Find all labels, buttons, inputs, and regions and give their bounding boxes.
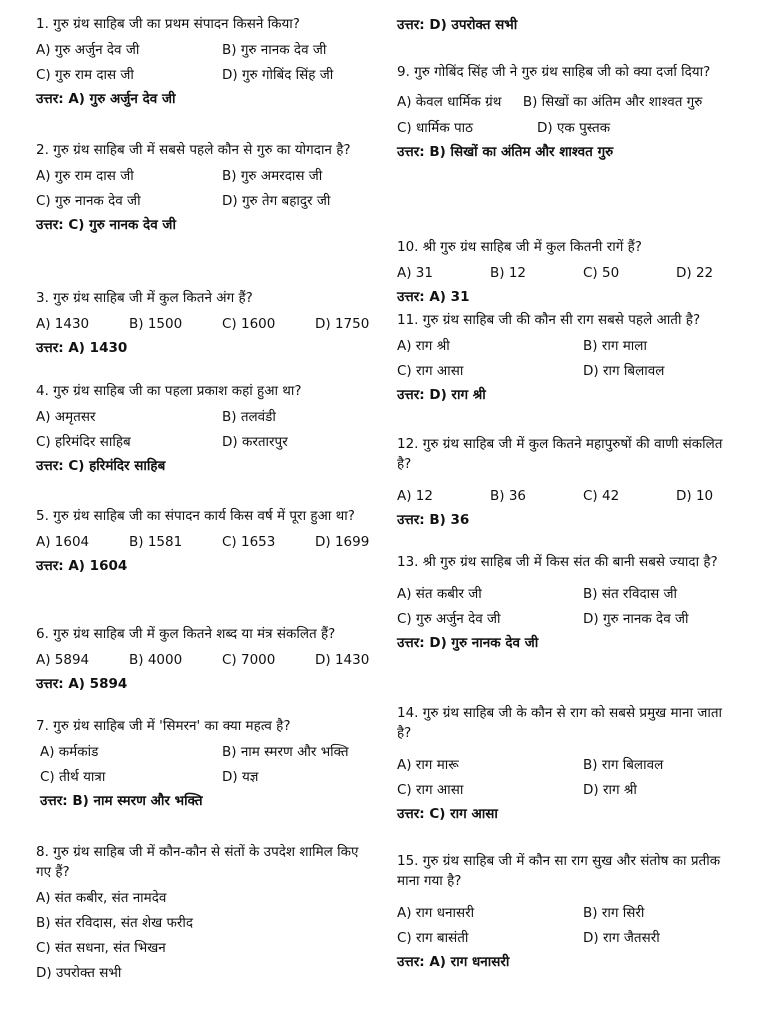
option-b: B) नाम स्मरण और भक्ति — [222, 744, 349, 760]
answer-label: उत्तर: — [397, 289, 425, 305]
question-14 — [397, 703, 737, 825]
question-text: 15. गुरु ग्रंथ साहिब जी में कौन सा राग सुख और संतोष का प्रतीक माना गया है? — [397, 853, 721, 889]
question-text: 6. गुरु ग्रंथ साहिब जी में कुल कितने शब्द या मंत्र संकलित हैं? — [36, 626, 336, 642]
question-8-answer — [397, 14, 737, 36]
answer-line — [397, 384, 737, 406]
options — [397, 334, 737, 384]
option-b: B) 1500 — [129, 316, 183, 332]
question-text: 8. गुरु ग्रंथ साहिब जी में कौन-कौन से संतों के उपदेश शामिल किए गए हैं? — [36, 844, 359, 880]
option-d: D) 10 — [676, 488, 714, 504]
option-a: A) 12 — [397, 488, 433, 504]
option-b: B) संत रविदास जी — [583, 586, 678, 602]
question-4 — [36, 381, 376, 477]
answer-label: उत्तर: — [40, 793, 68, 809]
answer-line — [397, 951, 737, 973]
answer-value: C) हरिमंदिर साहिब — [68, 458, 166, 474]
option-b: B) गुरु अमरदास जी — [222, 168, 323, 184]
option-a: A) राग श्री — [397, 338, 450, 354]
option-a: A) राग मारू — [397, 757, 459, 773]
option-a: A) 1604 — [36, 534, 90, 550]
option-c: C) 1653 — [222, 534, 276, 550]
options — [397, 901, 737, 951]
options — [36, 648, 376, 673]
options — [36, 886, 376, 986]
option-c: C) धार्मिक पाठ — [397, 120, 474, 136]
options — [397, 582, 737, 632]
option-d: D) राग श्री — [583, 782, 637, 798]
option-c: C) 50 — [583, 265, 620, 281]
option-a: A) संत कबीर जी — [397, 586, 482, 602]
option-c: C) राग बासंती — [397, 930, 469, 946]
answer-line — [397, 803, 737, 825]
answer-label: उत्तर: — [397, 17, 425, 33]
option-c: C) 7000 — [222, 652, 276, 668]
question-3 — [36, 288, 376, 359]
option-b: B) राग माला — [583, 338, 647, 354]
option-d: D) राग बिलावल — [583, 363, 665, 379]
answer-line — [36, 455, 376, 477]
option-b: B) 1581 — [129, 534, 183, 550]
answer-value: A) राग धनासरी — [429, 954, 510, 970]
options — [397, 484, 737, 509]
option-d: D) एक पुस्तक — [537, 120, 611, 136]
answer-line — [36, 337, 376, 359]
answer-value: A) 31 — [429, 289, 470, 305]
options — [36, 530, 376, 555]
option-a: A) गुरु अर्जुन देव जी — [36, 42, 140, 58]
option-a: A) गुरु राम दास जी — [36, 168, 134, 184]
option-a: A) केवल धार्मिक ग्रंथ — [397, 94, 502, 110]
answer-value: A) 5894 — [68, 676, 128, 692]
question-text: 7. गुरु ग्रंथ साहिब जी में 'सिमरन' का क्या महत्व है? — [36, 718, 291, 734]
option-c: C) राग आसा — [397, 782, 464, 798]
option-b: B) सिखों का अंतिम और शाश्वत गुरु — [522, 94, 703, 110]
question-text: 3. गुरु ग्रंथ साहिब जी में कुल कितने अंग हैं? — [36, 290, 253, 306]
answer-value: D) गुरु नानक देव जी — [429, 635, 539, 651]
options — [36, 38, 376, 88]
question-text: 11. गुरु ग्रंथ साहिब जी की कौन सी राग सबसे पहले आती है? — [397, 312, 701, 328]
answer-line — [40, 790, 376, 812]
answer-label: उत्तर: — [397, 144, 425, 160]
question-text: 10. श्री गुरु ग्रंथ साहिब जी में कुल कितनी रागें हैं? — [397, 239, 642, 255]
answer-value: D) उपरोक्त सभी — [429, 17, 518, 33]
option-a: A) 5894 — [36, 652, 90, 668]
question-7 — [36, 716, 376, 812]
option-a: A) अमृतसर — [36, 409, 96, 425]
options — [36, 405, 376, 455]
option-d: D) 1430 — [315, 652, 370, 668]
answer-value: A) 1430 — [68, 340, 128, 356]
answer-label: उत्तर: — [36, 340, 64, 356]
question-text: 14. गुरु ग्रंथ साहिब जी के कौन से राग को सबसे प्रमुख माना जाता है? — [397, 705, 723, 741]
question-9 — [397, 62, 737, 163]
question-12 — [397, 434, 737, 531]
option-d: D) यज्ञ — [222, 769, 259, 785]
option-b: B) गुरु नानक देव जी — [222, 42, 327, 58]
answer-line — [36, 214, 376, 236]
options — [40, 740, 376, 790]
option-c: C) हरिमंदिर साहिब — [36, 434, 131, 450]
question-text: 13. श्री गुरु ग्रंथ साहिब जी में किस संत की बानी सबसे ज्यादा है? — [397, 554, 718, 570]
option-a: A) कर्मकांड — [40, 744, 99, 760]
option-d: D) 1750 — [315, 316, 370, 332]
question-text: 5. गुरु ग्रंथ साहिब जी का संपादन कार्य किस वर्ष में पूरा हुआ था? — [36, 508, 355, 524]
answer-line — [397, 141, 737, 163]
options — [397, 753, 737, 803]
answer-value: B) 36 — [429, 512, 470, 528]
answer-value: C) राग आसा — [429, 806, 498, 822]
option-a: A) संत कबीर, संत नामदेव — [36, 890, 167, 906]
question-10 — [397, 237, 737, 308]
option-b: B) संत रविदास, संत शेख फरीद — [36, 915, 194, 931]
question-text: 12. गुरु ग्रंथ साहिब जी में कुल कितने महापुरुषों की वाणी संकलित है? — [397, 436, 723, 472]
option-c: C) तीर्थ यात्रा — [40, 769, 106, 785]
options — [397, 86, 737, 141]
answer-value: A) 1604 — [68, 558, 128, 574]
option-c: C) संत सधना, संत भिखन — [36, 940, 166, 956]
option-b: B) राग बिलावल — [583, 757, 664, 773]
answer-label: उत्तर: — [397, 512, 425, 528]
answer-value: D) राग श्री — [429, 387, 486, 403]
answer-line — [36, 555, 376, 577]
option-a: A) 1430 — [36, 316, 90, 332]
question-text: 9. गुरु गोबिंद सिंह जी ने गुरु ग्रंथ साहिब जी को क्या दर्जा दिया? — [397, 64, 711, 80]
option-d: D) करतारपुर — [222, 434, 288, 450]
answer-label: उत्तर: — [397, 806, 425, 822]
option-c: C) 42 — [583, 488, 620, 504]
answer-label: उत्तर: — [36, 217, 64, 233]
answer-value: C) गुरु नानक देव जी — [68, 217, 176, 233]
question-2 — [36, 140, 376, 236]
option-d: D) गुरु नानक देव जी — [583, 611, 689, 627]
option-c: C) राग आसा — [397, 363, 464, 379]
answer-label: उत्तर: — [397, 954, 425, 970]
option-b: B) 36 — [490, 488, 526, 504]
options — [36, 164, 376, 214]
answer-line — [397, 509, 737, 531]
question-1 — [36, 14, 376, 110]
question-8 — [36, 842, 376, 986]
answer-label: उत्तर: — [36, 558, 64, 574]
answer-line — [397, 286, 737, 308]
option-b: B) तलवंडी — [222, 409, 276, 425]
answer-label: उत्तर: — [397, 635, 425, 651]
options — [36, 312, 376, 337]
option-c: C) गुरु नानक देव जी — [36, 193, 141, 209]
option-d: D) गुरु तेग बहादुर जी — [222, 193, 331, 209]
option-d: D) उपरोक्त सभी — [36, 965, 122, 981]
option-d: D) 22 — [676, 265, 714, 281]
answer-label: उत्तर: — [36, 91, 64, 107]
answer-label: उत्तर: — [36, 458, 64, 474]
answer-line — [36, 673, 376, 695]
options — [397, 261, 737, 286]
answer-value: A) गुरु अर्जुन देव जी — [68, 91, 176, 107]
option-b: B) 12 — [490, 265, 526, 281]
answer-value: B) नाम स्मरण और भक्ति — [72, 793, 203, 809]
question-text: 1. गुरु ग्रंथ साहिब जी का प्रथम संपादन किसने किया? — [36, 16, 300, 32]
option-d: D) राग जैतसरी — [583, 930, 660, 946]
option-a: A) 31 — [397, 265, 433, 281]
question-13 — [397, 552, 737, 654]
question-15 — [397, 851, 737, 973]
question-text: 4. गुरु ग्रंथ साहिब जी का पहला प्रकाश कहां हुआ था? — [36, 383, 302, 399]
question-text: 2. गुरु ग्रंथ साहिब जी में सबसे पहले कौन से गुरु का योगदान है? — [36, 142, 351, 158]
option-d: D) गुरु गोबिंद सिंह जी — [222, 67, 334, 83]
option-a: A) राग धनासरी — [397, 905, 475, 921]
answer-line — [397, 632, 737, 654]
question-11 — [397, 310, 737, 406]
answer-label: उत्तर: — [397, 387, 425, 403]
answer-value: B) सिखों का अंतिम और शाश्वत गुरु — [429, 144, 614, 160]
option-c: C) गुरु अर्जुन देव जी — [397, 611, 501, 627]
answer-line — [397, 14, 737, 36]
question-5 — [36, 506, 376, 577]
option-b: B) 4000 — [129, 652, 183, 668]
option-b: B) राग सिरी — [583, 905, 645, 921]
option-c: C) 1600 — [222, 316, 276, 332]
option-c: C) गुरु राम दास जी — [36, 67, 134, 83]
question-6 — [36, 624, 376, 695]
answer-line — [36, 88, 376, 110]
answer-label: उत्तर: — [36, 676, 64, 692]
option-d: D) 1699 — [315, 534, 370, 550]
